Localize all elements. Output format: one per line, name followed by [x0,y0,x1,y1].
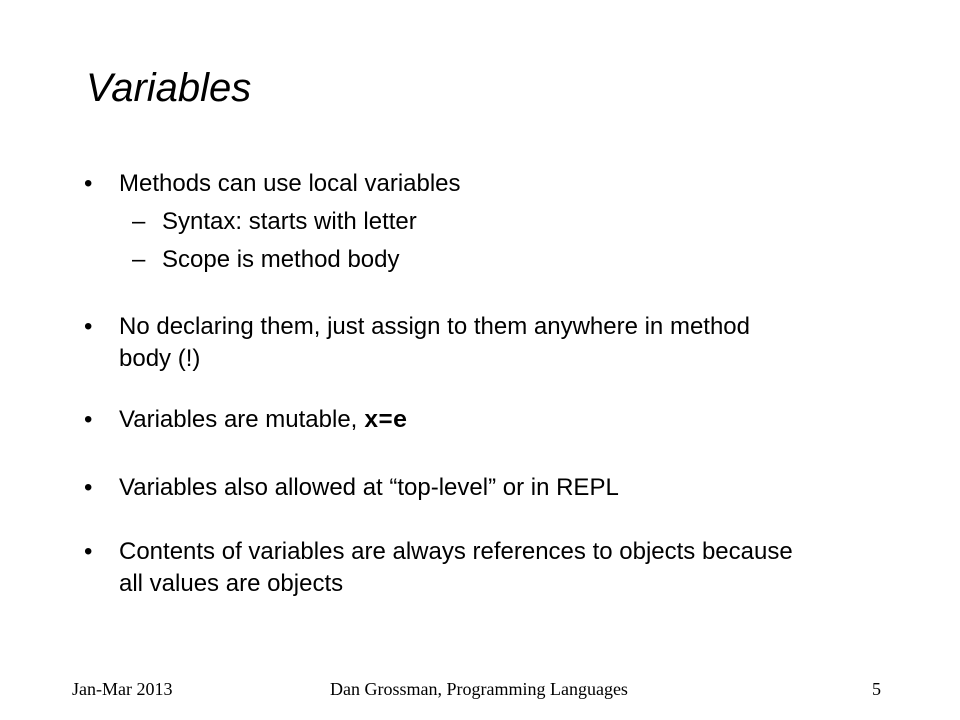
bullet-mutable [84,404,408,438]
footer-author-course: Dan Grossman, Programming Languages [330,679,628,699]
footer-page-number: 5 [872,679,881,699]
code-snippet: x=e [364,408,408,435]
bullet-text: Variables also allowed at “top-level” or in REPL [119,474,619,501]
bullet-text-line-2: body (!) [119,345,201,372]
footer-date: Jan-Mar 2013 [72,679,173,699]
bullet-text: Variables are mutable, [119,406,365,433]
bullet-icon: • [84,170,93,197]
dash-icon: – [132,246,146,273]
bullet-top-level [84,472,619,504]
bullet-text-line-1: Contents of variables are always references to objects because [119,538,793,565]
bullet-icon: • [84,406,93,433]
bullet-icon: • [84,474,93,501]
bullet-no-declaring [84,311,750,375]
sub-bullet-syntax [132,206,417,238]
sub-bullet-text: Scope is method body [162,246,400,273]
dash-icon: – [132,208,146,235]
sub-bullet-scope [132,244,400,276]
bullet-text-line-2: all values are objects [119,570,344,597]
slide-title: Variables [86,66,252,110]
bullet-local-variables [84,168,461,200]
bullet-text-line-1: No declaring them, just assign to them anywhere in method [119,313,750,340]
bullet-icon: • [84,313,93,340]
bullet-icon: • [84,538,93,565]
bullet-references [84,536,793,600]
sub-bullet-text: Syntax: starts with letter [162,208,417,235]
bullet-text: Methods can use local variables [119,170,461,197]
